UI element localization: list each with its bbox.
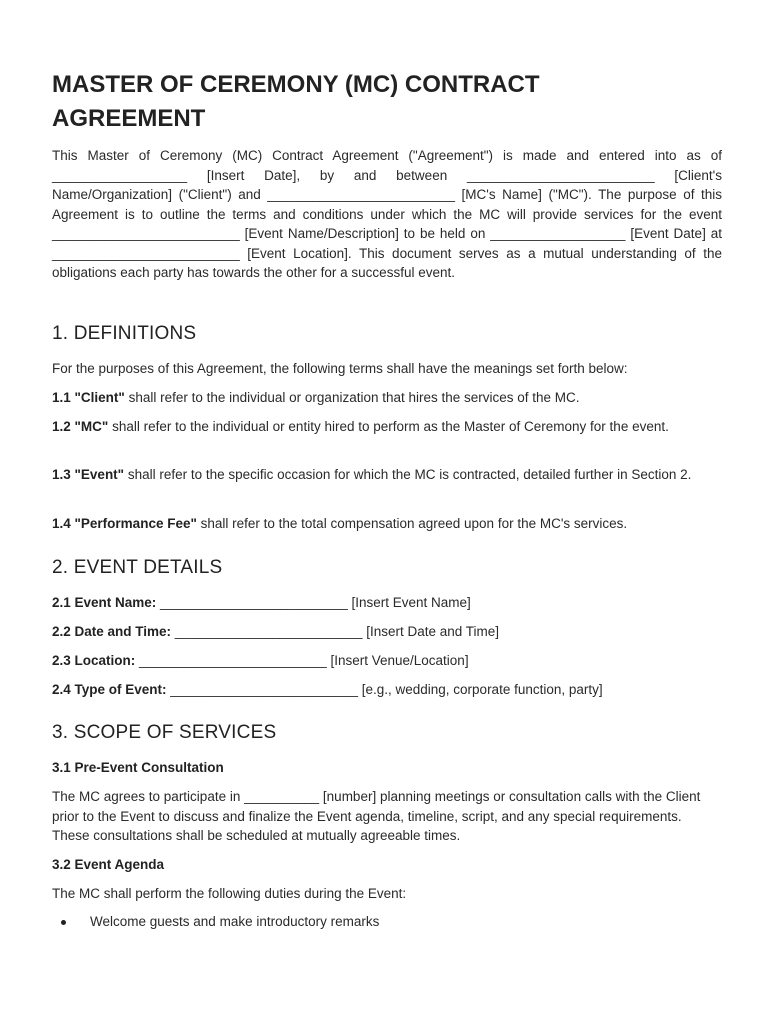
section-1-heading: 1. DEFINITIONS (52, 323, 197, 344)
definition-item (52, 417, 722, 437)
definition-item (52, 514, 722, 534)
definition-term: 1.1 "Client" (52, 390, 125, 405)
agenda-lead: The MC shall perform the following duties during the Event: (52, 886, 407, 901)
bullet-icon (61, 920, 66, 925)
event-detail-value: _________________________ [Insert Venue/Location] (135, 653, 469, 668)
definition-text: shall refer to the individual or organization that hires the services of the MC. (124, 390, 580, 405)
consultation-paragraph: The MC agrees to participate in __________ [number] planning meetings or consultation calls with the Client prior to the Event to discuss and finalize the Event agenda, timeline, script, and any special requirements. These consultations shall be scheduled at mutually agreeable times. (52, 789, 701, 843)
event-detail-label: 2.3 Location: (52, 653, 136, 668)
event-detail-label: 2.1 Event Name: (52, 595, 157, 610)
event-detail-item (52, 593, 722, 613)
definition-text: shall refer to the individual or entity hired to perform as the Master of Ceremony for the event. (108, 419, 669, 434)
definition-term: 1.4 "Performance Fee" (52, 516, 197, 531)
definition-item (52, 388, 722, 408)
section-3-heading: 3. SCOPE OF SERVICES (52, 722, 277, 743)
list-item-text: Welcome guests and make introductory remarks (90, 914, 380, 929)
intro-paragraph: This Master of Ceremony (MC) Contract Agreement ("Agreement") is made and entered into as of __________________ [Insert Date], by and between _________________________ [Client's Name/Organization] ("Client") and _________________________ [MC's Name] ("MC"). The purpose of this Agreement is to outline the terms and conditions under which the MC will provide services for the event _________________________ [Event Name/Description] to be held on __________________ [Event Date] at _________________________ [Event Location]. This document serves as a mutual understanding of the obligations each party has towards the other for a successful event. (52, 148, 722, 280)
subsection-3-2-heading: 3.2 Event Agenda (52, 857, 165, 872)
event-detail-item (52, 622, 722, 642)
event-detail-item (52, 651, 722, 671)
list-item (52, 912, 379, 932)
subsection-3-1-heading: 3.1 Pre-Event Consultation (52, 760, 224, 775)
definition-term: 1.2 "MC" (52, 419, 109, 434)
event-detail-label: 2.4 Type of Event: (52, 682, 167, 697)
event-detail-value: _________________________ [Insert Event Name] (156, 595, 471, 610)
event-detail-value: _________________________ [e.g., wedding, corporate function, party] (166, 682, 603, 697)
definition-term: 1.3 "Event" (52, 467, 125, 482)
definition-text: shall refer to the total compensation agreed upon for the MC's services. (196, 516, 628, 531)
event-detail-label: 2.2 Date and Time: (52, 624, 172, 639)
event-detail-value: _________________________ [Insert Date and Time] (171, 624, 500, 639)
definition-text: shall refer to the specific occasion for which the MC is contracted, detailed further in Section 2. (124, 467, 692, 482)
section-2-heading: 2. EVENT DETAILS (52, 557, 223, 578)
definitions-lead: For the purposes of this Agreement, the following terms shall have the meanings set forth below: (52, 361, 628, 376)
agenda-list (52, 912, 379, 932)
document-title: MASTER OF CEREMONY (MC) CONTRACT AGREEMENT (52, 71, 540, 132)
event-detail-item (52, 680, 722, 700)
definition-item (52, 465, 722, 485)
